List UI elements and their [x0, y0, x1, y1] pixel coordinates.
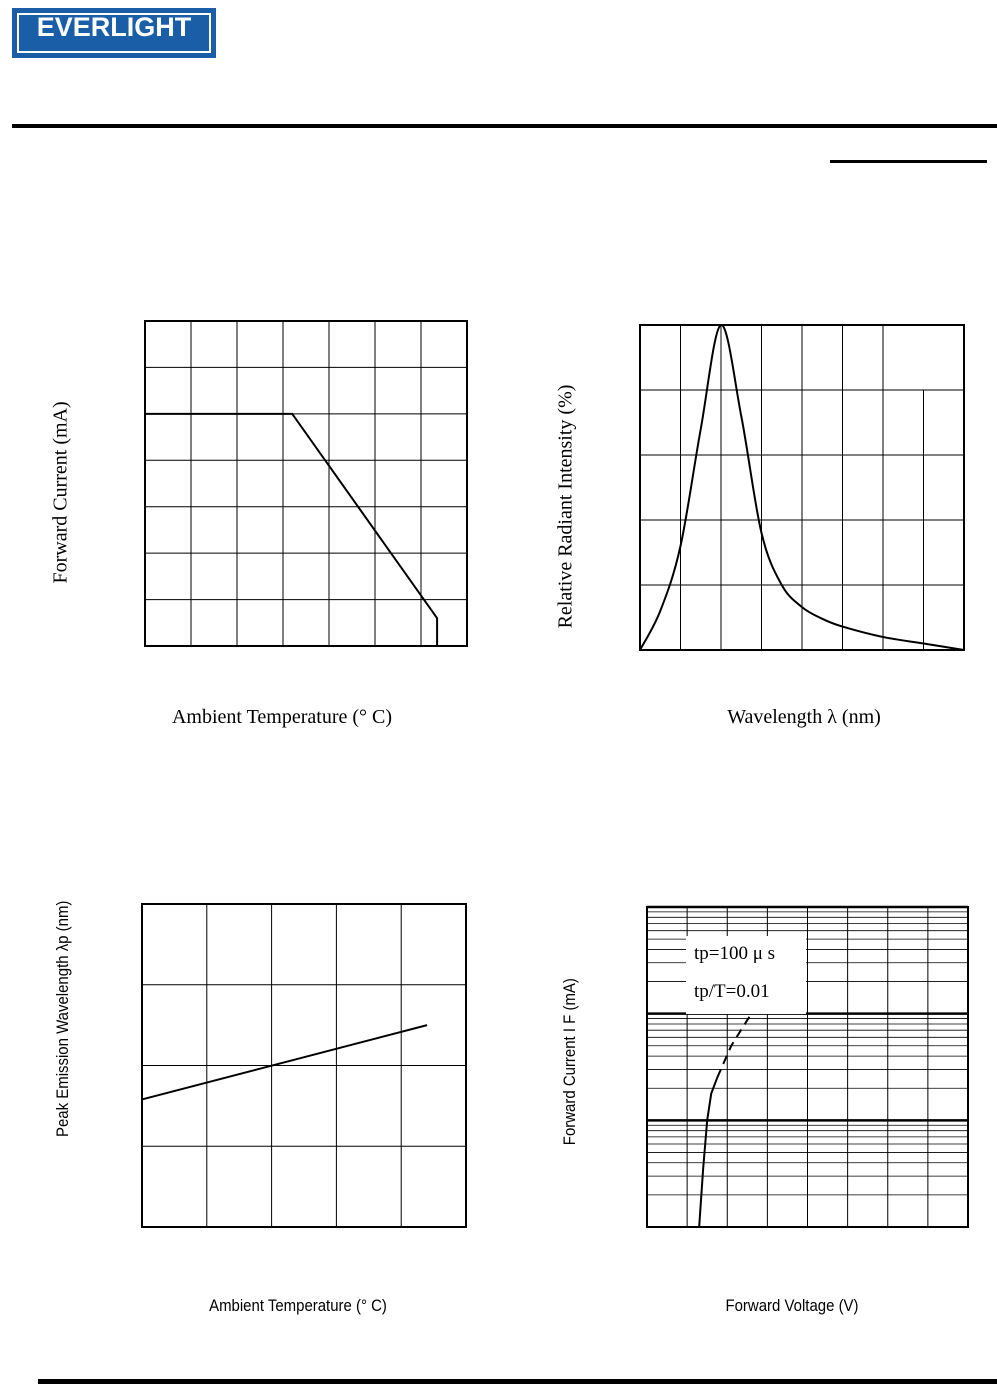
chart3-xlabel: Ambient Temperature (° C) — [209, 1296, 387, 1315]
chart2-xlabel: Wavelength λ (nm) — [727, 706, 881, 728]
chart4-ylabel: Forward Current I F (mA) — [560, 978, 579, 1146]
chart-spectral-distribution — [640, 325, 964, 650]
plot-frame — [145, 321, 467, 646]
annotation-duty-cycle: tp/T=0.01 — [690, 981, 774, 1003]
chart1-xlabel: Ambient Temperature (° C) — [171, 706, 393, 728]
chart4-xlabel: Forward Voltage (V) — [725, 1296, 859, 1315]
footer-rule — [38, 1379, 997, 1384]
chart3-ylabel: Peak Emission Wavelength λp (nm) — [53, 900, 72, 1137]
logo-text: EVERLIGHT — [36, 12, 192, 42]
annotation-pulse-width: tp=100 μ s — [690, 943, 779, 965]
chart-forward-current-vs-temperature — [145, 321, 467, 646]
chart2-ylabel: Relative Radiant Intensity (%) — [554, 384, 577, 629]
chart1-ylabel: Forward Current (mA) — [49, 401, 72, 584]
grid-gap-mask — [884, 326, 963, 390]
chart-peak-wavelength-vs-temperature — [142, 904, 466, 1227]
